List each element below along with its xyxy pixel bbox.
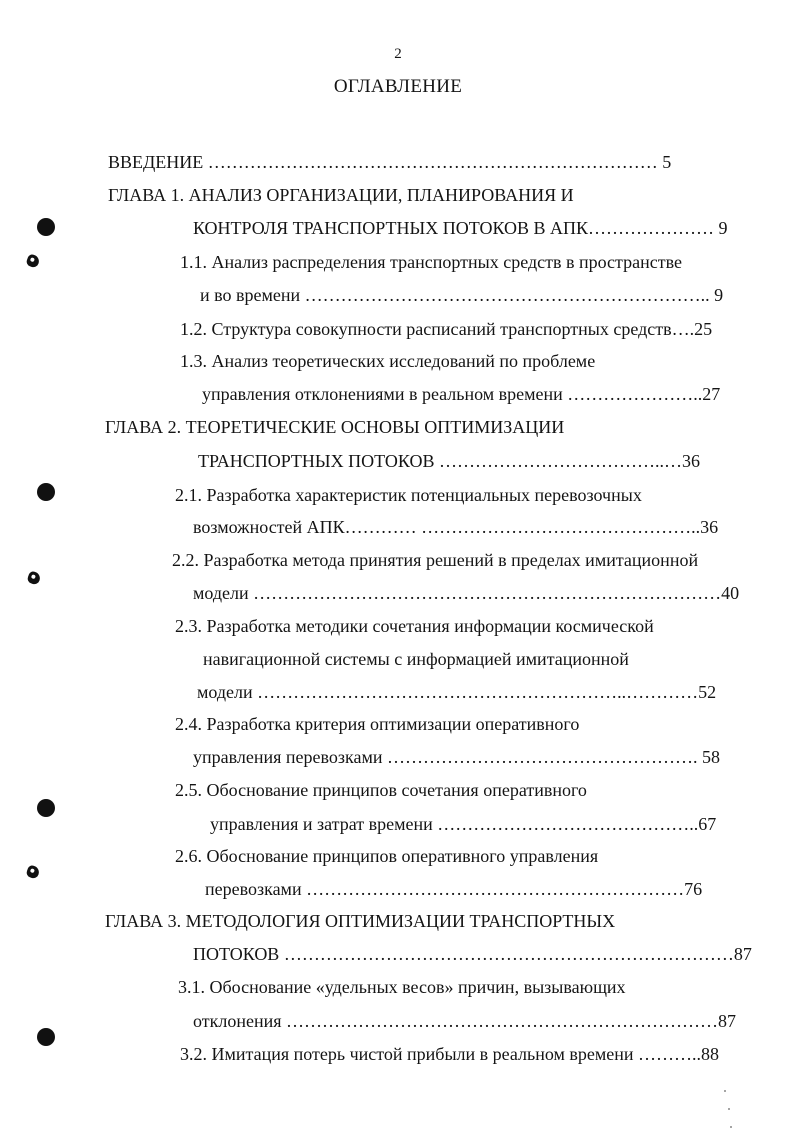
toc-line-chapter-1: ГЛАВА 1. АНАЛИЗ ОРГАНИЗАЦИИ, ПЛАНИРОВАНИЯ И xyxy=(108,185,574,205)
toc-line-1-3: 1.3. Анализ теоретических исследований по проблеме xyxy=(180,351,596,371)
scan-mark xyxy=(25,253,40,268)
toc-line-2-1-cont: возможностей АПК………… ………………………………………..36 xyxy=(193,517,719,537)
toc-line-2-4: 2.4. Разработка критерия оптимизации оперативного xyxy=(175,714,580,734)
toc-title: ОГЛАВЛЕНИЕ xyxy=(333,76,463,97)
scan-speck xyxy=(728,1108,730,1110)
toc-line-1-2: 1.2. Структура совокупности расписаний транспортных средств….25 xyxy=(180,319,713,339)
toc-line-chapter-1-cont: КОНТРОЛЯ ТРАНСПОРТНЫХ ПОТОКОВ В АПК………………… 9 xyxy=(193,218,728,238)
toc-line-2-4-cont: управления перевозками ……………………………………………. 58 xyxy=(193,747,720,767)
toc-line-2-2-cont: модели ……………………………………………………………………40 xyxy=(193,583,740,603)
toc-line-chapter-3: ГЛАВА 3. МЕТОДОЛОГИЯ ОПТИМИЗАЦИИ ТРАНСПОРТНЫХ xyxy=(105,911,616,931)
toc-line-2-5: 2.5. Обоснование принципов сочетания оперативного xyxy=(175,780,587,800)
toc-line-2-6: 2.6. Обоснование принципов оперативного управления xyxy=(175,846,599,866)
toc-line-2-3: 2.3. Разработка методики сочетания информации космической xyxy=(175,616,654,636)
toc-line-2-6-cont: перевозками ………………………………………………………76 xyxy=(205,879,703,899)
toc-line-1-1: 1.1. Анализ распределения транспортных средств в пространстве xyxy=(180,252,682,272)
scan-mark xyxy=(25,864,40,879)
toc-line-2-1: 2.1. Разработка характеристик потенциальных перевозочных xyxy=(175,485,642,505)
binder-hole xyxy=(37,483,55,501)
toc-line-3-1-cont: отклонения ………………………………………………………………87 xyxy=(193,1011,737,1031)
toc-line-chapter-2-cont: ТРАНСПОРТНЫХ ПОТОКОВ ………………………………..…36 xyxy=(198,451,700,471)
toc-line-2-2: 2.2. Разработка метода принятия решений в пределах имитационной xyxy=(172,550,699,570)
scan-speck xyxy=(724,1090,726,1092)
scan-mark xyxy=(26,570,41,585)
toc-line-1-3-cont: управления отклонениями в реальном времени …………………..27 xyxy=(202,384,721,404)
binder-hole xyxy=(37,1028,55,1046)
toc-line-2-3-cont: навигационной системы с информацией имитационной xyxy=(203,649,629,669)
toc-line-3-2: 3.2. Имитация потерь чистой прибыли в реальном времени ………..88 xyxy=(180,1044,720,1064)
binder-hole xyxy=(37,218,55,236)
toc-line-chapter-3-cont: ПОТОКОВ …………………………………………………………………87 xyxy=(193,944,752,964)
toc-line-chapter-2: ГЛАВА 2. ТЕОРЕТИЧЕСКИЕ ОСНОВЫ ОПТИМИЗАЦИИ xyxy=(105,417,565,437)
toc-line-3-1: 3.1. Обоснование «удельных весов» причин, вызывающих xyxy=(178,977,626,997)
page-number: 2 xyxy=(394,46,402,62)
toc-line-intro: ВВЕДЕНИЕ ………………………………………………………………… 5 xyxy=(108,152,672,172)
toc-line-2-3-cont2: модели ……………………………………………………..…………52 xyxy=(197,682,717,702)
scan-speck xyxy=(730,1126,732,1128)
toc-line-2-5-cont: управления и затрат времени ……………………………………..67 xyxy=(210,814,717,834)
binder-hole xyxy=(37,799,55,817)
toc-line-1-1-cont: и во времени ………………………………………………………….. 9 xyxy=(200,285,724,305)
